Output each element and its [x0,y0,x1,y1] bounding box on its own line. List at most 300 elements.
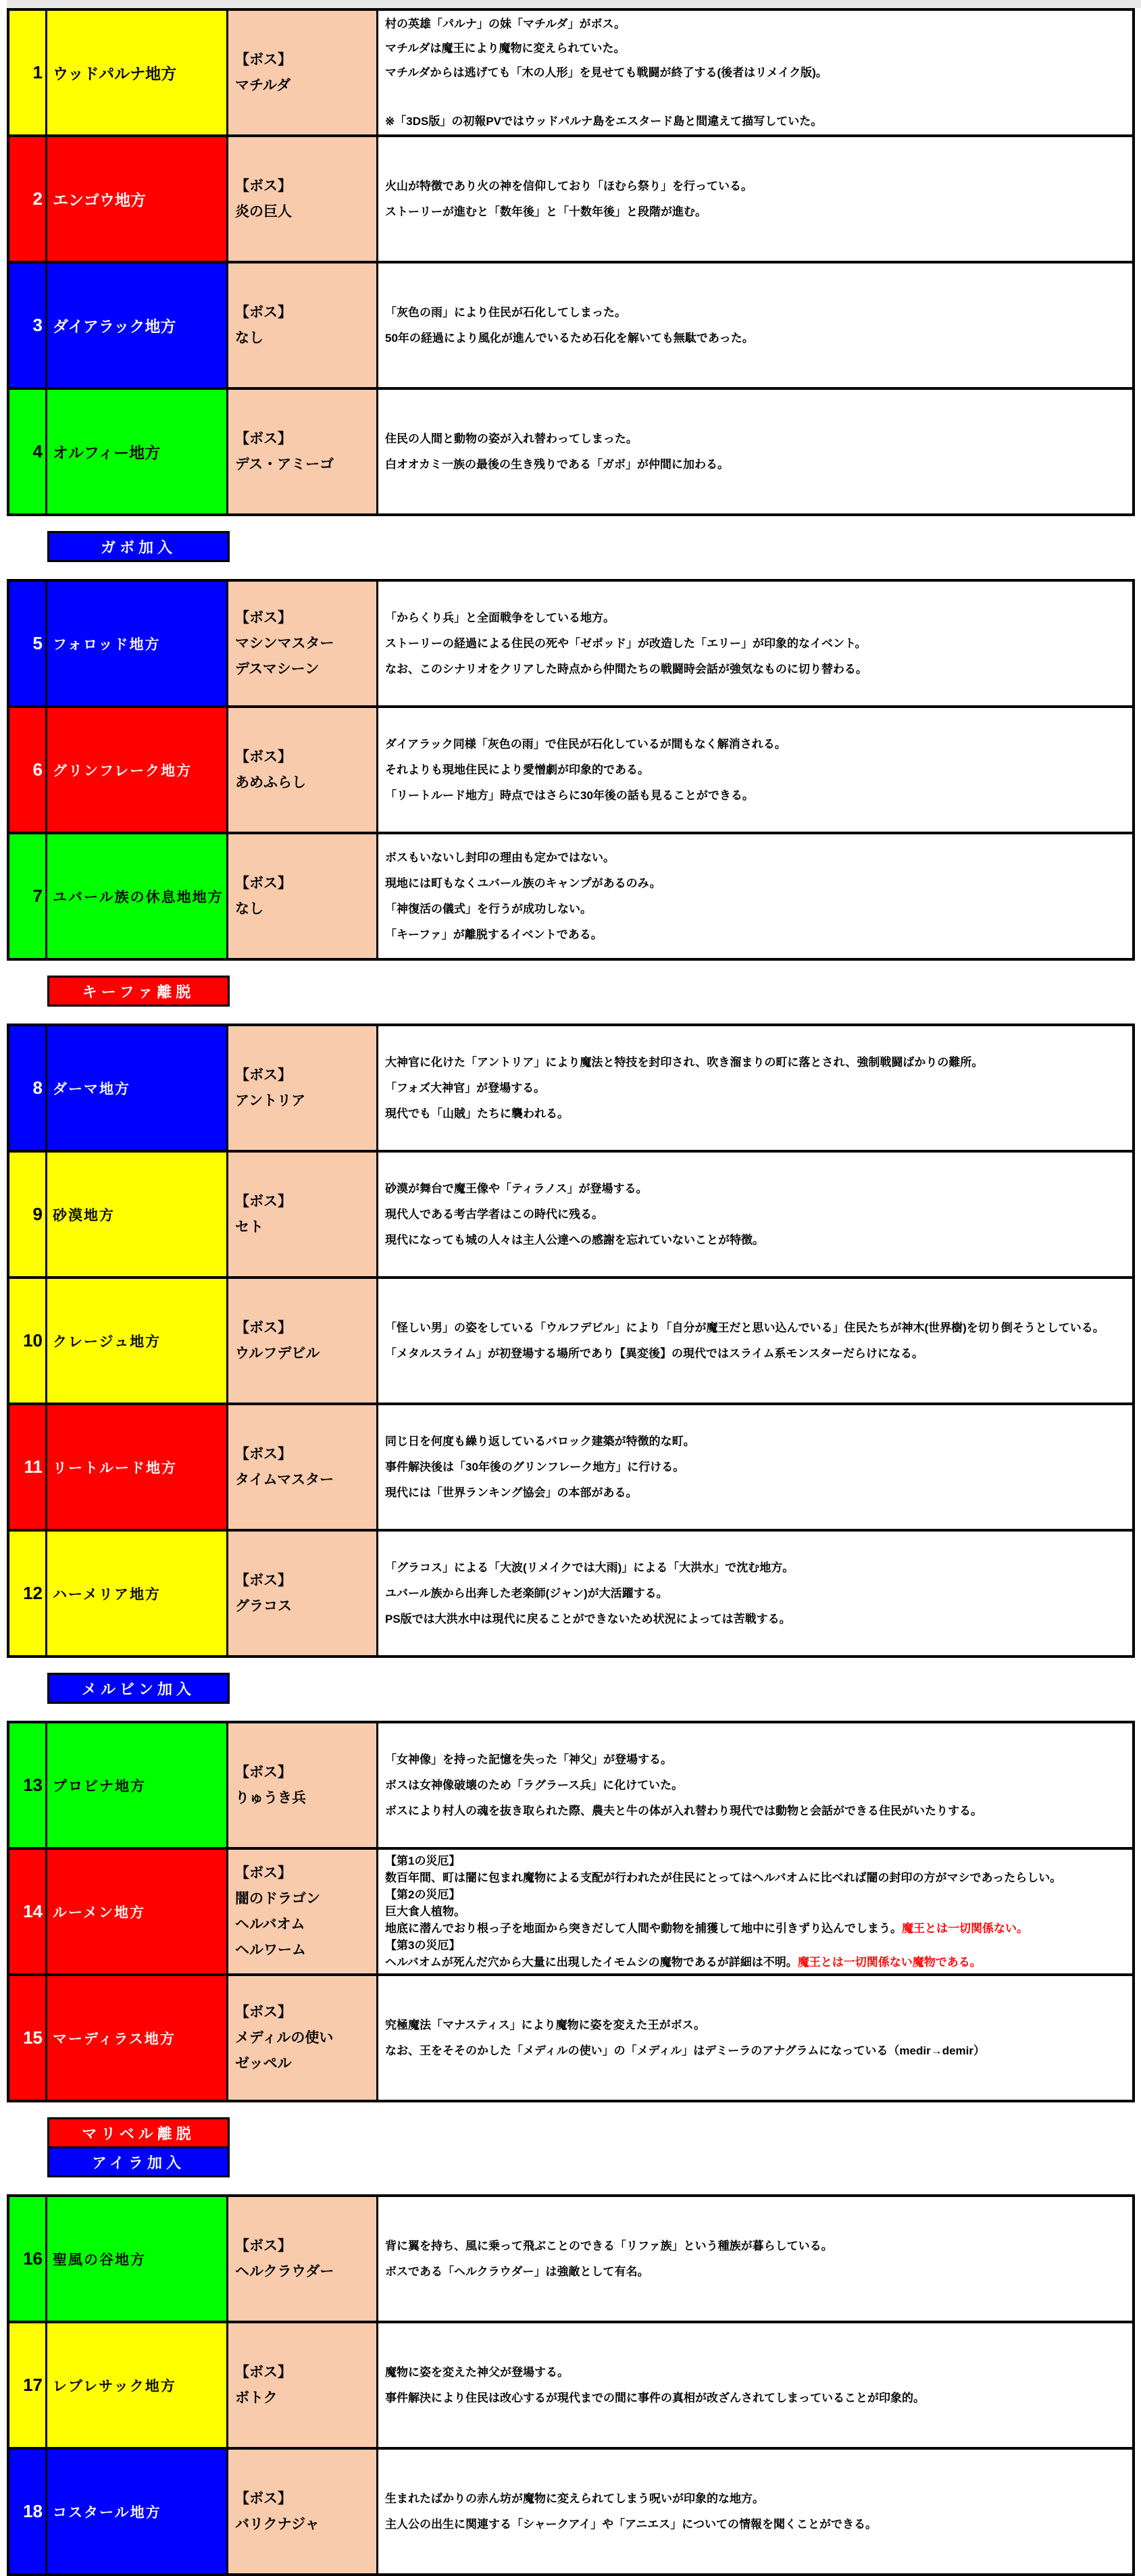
region-name-cell [47,582,228,705]
boss-line: タイムマスター [235,1471,334,1488]
description-segment: 究極魔法「マナスティス」により魔物に姿を変えた王がボス。 [385,2018,706,2031]
region-name: グリンフレーク地方 [53,763,193,779]
event-banner-label: マリベル離脱 [82,2125,195,2142]
description-line [385,732,786,757]
boss-line: マチルダ [235,77,291,93]
description-segment: それよりも現地住民により愛憎劇が印象的である。 [385,763,649,776]
description-line [385,1101,983,1127]
boss-cell [228,708,378,832]
table-row [9,582,1132,705]
description-segment: 「メタルスライム」が初登場する場所であり【異変後】の現代ではスライム系モンスターだらけになる。 [385,1346,923,1360]
row-number: 3 [32,315,43,335]
region-name-cell [47,1723,228,1847]
row-number-cell [9,2450,47,2573]
region-name: コスタール地方 [53,2504,161,2521]
description-line [385,2038,985,2064]
description-line [385,2512,877,2537]
description-segment: 村の英雄「パルナ」の妹「マチルダ」がボス。 [385,17,626,30]
description-line [385,783,786,809]
description-segment: 「からくり兵」と全面戦争をしている地方。 [385,611,615,624]
row-number: 16 [23,2248,43,2269]
table-row [9,1529,1132,1655]
region-name: ウッドパルナ地方 [53,65,177,82]
description-line [385,1903,1061,1920]
description-segment: 「灰色の雨」により住民が石化してしまった。 [385,305,626,319]
boss-line: 【ボス】 [235,304,292,320]
region-table-section [7,2194,1135,2576]
event-banner-label: ガボ加入 [100,538,176,556]
description-line [385,1852,1061,1869]
description-cell [378,137,1132,261]
row-number-cell [9,1279,47,1403]
boss-line: 闇のドラゴン [235,1890,320,1906]
table-row [9,261,1132,387]
boss-info [235,47,292,99]
boss-line: なし [235,901,263,917]
boss-info [235,2000,333,2077]
description-segment: 砂漠が舞台で魔王像や「ティラノス」が登場する。 [385,1182,648,1195]
region-name: ルーメン地方 [53,1904,145,1921]
description-segment: ※「3DS版」の初報PVではウッドパルナ島をエスタード島と間違えて描写していた。 [385,114,823,128]
region-name-cell [47,1532,228,1655]
boss-line: 【ボス】 [235,2238,292,2254]
region-name-cell [47,1405,228,1529]
row-number: 15 [23,2027,43,2048]
boss-line: バリクナジャ [235,2516,320,2532]
event-banner [47,2146,230,2177]
description-segment: 住民の人間と動物の姿が入れ替わってしまった。 [385,432,638,445]
boss-cell [228,390,378,513]
event-banner-label: キーファ離脱 [82,983,195,1001]
description-segment: 現代でも「山賊」たちに襲われる。 [385,1107,569,1120]
region-name-cell [47,1279,228,1403]
boss-line: 【ボス】 [235,609,292,626]
boss-cell [228,2197,378,2321]
row-number: 2 [32,188,43,209]
row-number: 13 [23,1775,43,1795]
description-line [385,605,867,631]
event-banner-group [47,531,230,562]
region-name: レブレサック地方 [53,2378,176,2394]
boss-line: マシンマスター [235,635,334,651]
boss-info [235,2486,320,2537]
description-segment: 魔物に姿を変えた神父が登場する。 [385,2365,569,2379]
description-segment: 【第2の災厄】 [385,1888,461,1901]
boss-line: ウルフデビル [235,1345,320,1361]
description-cell [378,1405,1132,1529]
row-number: 9 [32,1204,43,1224]
region-name: ユバール族の休息地地方 [53,889,224,905]
description-line [385,2259,833,2285]
row-number-cell [9,11,47,134]
region-name: マーディラス地方 [53,2031,176,2047]
table-row [9,1276,1132,1403]
row-number-cell [9,1976,47,2100]
boss-cell [228,1850,378,1973]
description-line [385,12,828,36]
description-text [385,2360,925,2411]
description-segment: 現地には町もなくユバール族のキャンプがあるのみ。 [385,876,661,890]
table-row [9,1723,1132,1847]
description-segment: 【第1の災厄】 [385,1854,461,1867]
boss-cell [228,1153,378,1276]
description-line [385,922,661,948]
row-number: 8 [32,1078,43,1098]
description-line [385,1798,982,1824]
description-line [385,85,828,109]
boss-line: 【ボス】 [235,2490,292,2506]
region-name: ダイアラック地方 [53,318,176,335]
description-cell [378,1153,1132,1276]
region-name: エンゴウ地方 [53,191,146,209]
description-line [385,1480,695,1506]
description-line [385,757,786,783]
boss-cell [228,2450,378,2573]
region-name: ダーマ地方 [53,1081,130,1097]
description-line [385,1555,794,1581]
region-name-cell [47,2323,228,2447]
description-segment: マチルダからは逃げても「木の人形」を見せても戦闘が終了する(後者はリメイク版)。 [385,66,828,79]
row-number: 4 [32,441,43,461]
boss-line: メディルの使い [235,2029,334,2046]
boss-line: 【ボス】 [235,2004,292,2020]
region-name-cell [47,2197,228,2321]
row-number-cell [9,1850,47,1973]
description-line [385,2013,985,2038]
boss-line: 【ボス】 [235,1067,292,1083]
region-table-section [7,579,1135,961]
region-name-cell [47,834,228,958]
description-segment: ストーリーが進むと「数年後」と「十数年後」と段階が進む。 [385,205,707,218]
description-line [385,845,661,871]
boss-info [235,300,292,351]
table-row [9,1026,1132,1150]
description-cell [378,1850,1132,1973]
region-name: 聖風の谷地方 [53,2252,146,2268]
description-cell [378,582,1132,705]
description-cell [378,2197,1132,2321]
description-text [385,732,786,809]
table-row [9,2447,1132,2573]
row-number: 12 [23,1583,43,1603]
description-line [385,174,753,199]
description-segment: ストーリーの経過による住民の死や「ゼポッド」が改造した「エリー」が印象的なイベント。 [385,636,867,650]
region-name-cell [47,263,228,387]
description-line [385,871,661,896]
description-line [385,1920,1061,1937]
boss-line: 【ボス】 [235,1193,292,1209]
description-cell [378,1723,1132,1847]
boss-info [235,2233,334,2285]
description-text [385,2013,985,2064]
row-number: 5 [32,633,43,653]
boss-info [235,605,334,682]
description-line [385,199,753,225]
boss-line: デスマシーン [235,661,320,677]
description-cell [378,708,1132,832]
row-number-cell [9,263,47,387]
boss-line: ゼッペル [235,2055,292,2071]
description-line [385,1176,764,1202]
region-name: フォロッド地方 [53,636,161,653]
boss-cell [228,2323,378,2447]
row-number: 6 [32,759,43,780]
description-line [385,1607,794,1632]
description-line [385,452,729,478]
description-segment: 巨大食人植物。 [385,1905,465,1918]
description-cell [378,1026,1132,1150]
description-text [385,12,828,134]
table-row [9,1150,1132,1276]
description-text [385,300,754,351]
region-name: リートルード地方 [53,1460,177,1476]
region-name-cell [47,1153,228,1276]
description-text [385,2233,833,2285]
event-banner-group [47,2117,230,2177]
boss-line: 【ボス】 [235,2364,292,2380]
boss-line: ボトク [235,2390,278,2406]
boss-line: 炎の巨人 [235,203,292,220]
top-margin-strip [7,0,1141,8]
table-row [9,2197,1132,2321]
event-banner [47,2117,230,2148]
boss-info [235,871,292,922]
region-table-section [7,1024,1135,1658]
description-line [385,1429,695,1455]
description-line [385,1954,1061,1971]
boss-info [235,1442,334,1493]
table-row [9,387,1132,513]
description-line [385,1455,695,1480]
description-text [385,1429,695,1506]
boss-line: 【ボス】 [235,875,292,891]
boss-cell [228,137,378,261]
description-segment: 【第3の災厄】 [385,1939,461,1952]
description-cell [378,263,1132,387]
row-number-cell [9,708,47,832]
description-line [385,2360,925,2385]
region-name-cell [47,1976,228,2100]
boss-line: あめふらし [235,774,306,790]
description-segment: 「リートルード地方」時点ではさらに30年後の話も見ることができる。 [385,788,754,802]
boss-line: アントリア [235,1092,306,1109]
boss-cell [228,1723,378,1847]
table-row [9,1403,1132,1529]
boss-line: 【ボス】 [235,1319,292,1336]
row-number: 11 [24,1457,43,1477]
boss-line: 【ボス】 [235,749,292,765]
row-number: 17 [23,2375,43,2395]
row-number: 10 [23,1330,43,1350]
description-segment: 白オオカミ一族の最後の生き残りである「ガボ」が仲間に加わる。 [385,457,729,471]
region-name-cell [47,137,228,261]
description-line [385,1341,1105,1367]
boss-line: デス・アミーゴ [235,456,334,472]
description-warning-segment: 魔王とは一切関係ない。 [902,1922,1028,1935]
row-number: 14 [23,1901,43,1921]
description-segment: 現代には「世界ランキング協会」の本部がある。 [385,1486,638,1499]
description-cell [378,834,1132,958]
row-number: 18 [23,2501,43,2521]
description-segment: 地底に潜んでおり根っ子を地面から突きだして人間や動物を捕獲して地中に引きずり込んでしまう。 [385,1922,902,1935]
row-number-cell [9,390,47,513]
description-text [385,174,753,225]
description-line [385,2233,833,2259]
description-segment: 数百年間、町は闇に包まれ魔物による支配が行われたが住民にとってはヘルバオムに比べれば闇の封印の方がマシであったらしい。 [385,1871,1062,1884]
description-cell [378,1532,1132,1655]
row-number-cell [9,2197,47,2321]
boss-info [235,1315,320,1367]
boss-line: ヘルクラウダー [235,2263,334,2279]
description-line [385,426,729,452]
boss-line: 【ボス】 [235,1572,292,1588]
description-segment: 生まれたばかりの赤ん坊が魔物に変えられてしまう呪いが印象的な地方。 [385,2492,764,2505]
description-segment: ボスは女神像破壊のため「ラグラース兵」に化けていた。 [385,1778,684,1792]
row-number-cell [9,1153,47,1276]
description-line [385,657,867,682]
table-row [9,1847,1132,1973]
row-number: 1 [32,62,43,82]
description-text [385,1555,794,1632]
description-text [385,1852,1061,1971]
region-name: オルフィー地方 [53,444,161,461]
event-banner [47,976,230,1007]
region-table-section [7,8,1135,516]
description-line [385,2486,877,2512]
description-segment: 主人公の出生に関連する「シャークアイ」や「アニエス」についての情報を聞くことができる。 [385,2517,877,2531]
description-segment: 「フォズ大神官」が登場する。 [385,1081,546,1094]
description-line [385,1315,1105,1341]
description-segment: 50年の経過により風化が進んでいるため石化を解いても無駄であった。 [385,331,754,345]
event-banner [47,531,230,562]
description-cell [378,1976,1132,2100]
description-segment: 現代になっても城の人々は主人公達への感謝を忘れていないことが特徴。 [385,1233,764,1246]
boss-line: 【ボス】 [235,51,292,68]
description-line [385,326,754,351]
boss-line: ヘルワーム [235,1942,306,1958]
description-segment: ダイアラック同様「灰色の雨」で住民が石化しているが間もなく解消される。 [385,737,786,751]
description-segment: なお、王をそそのかした「メディルの使い」の「メディル」はデミーラのアナグラムになっている（medir→demir） [385,2044,986,2057]
description-segment: 背に翼を持ち、風に乗って飛ぶことのできる「リファ族」という種族が暮らしている。 [385,2239,833,2252]
boss-info [235,426,334,478]
region-name-cell [47,11,228,134]
boss-info [235,2360,292,2411]
description-segment: PS版では大洪水中は現代に戻ることができないため状況によっては苦戦する。 [385,1612,791,1625]
boss-line: 【ボス】 [235,430,292,447]
description-line [385,1228,764,1253]
table-row [9,705,1132,832]
description-segment: 事件解決後は「30年後のグリンフレーク地方」に行ける。 [385,1460,685,1473]
table-row [9,2321,1132,2447]
description-line [385,2385,925,2411]
row-number-cell [9,834,47,958]
boss-cell [228,263,378,387]
description-segment: 「怪しい男」の姿をしている「ウルフデビル」により「自分が魔王だと思い込んでいる」住民たちが神木(世界樹)を切り倒そうとしている。 [385,1321,1105,1334]
description-line [385,109,828,134]
description-line [385,1581,794,1607]
table-row [9,1973,1132,2100]
boss-line: なし [235,330,263,346]
description-segment: 火山が特徴であり火の神を信仰しており「ほむら祭り」を行っている。 [385,179,753,193]
boss-info [235,1063,305,1114]
description-segment: なお、このシナリオをクリアした時点から仲間たちの戦闘時会話が強気なものに切り替わる。 [385,662,867,676]
row-number-cell [9,137,47,261]
description-segment: 事件解決により住民は改心するが現代までの間に事件の真相が改ざんされてしまっていることが印象的。 [385,2391,925,2404]
description-line [385,1773,982,1798]
event-banner-group [47,976,230,1007]
description-text [385,1176,764,1253]
table-row [9,11,1132,134]
description-line [385,1886,1061,1903]
boss-cell [228,582,378,705]
region-name: プロビナ地方 [53,1778,146,1794]
region-name-cell [47,1026,228,1150]
event-banner-label: メルビン加入 [81,1680,195,1698]
table-row [9,134,1132,261]
boss-cell [228,834,378,958]
boss-info [235,1568,292,1619]
boss-line: セト [235,1219,263,1235]
region-name: ハーメリア地方 [53,1586,161,1602]
description-line [385,1747,982,1773]
boss-line: 【ボス】 [235,1446,292,1462]
table-blocks [0,8,1141,2576]
boss-cell [228,1279,378,1403]
description-segment: ユバール族から出奔した老楽師(ジャン)が大活躍する。 [385,1586,668,1600]
description-segment: 大神官に化けた「アントリア」により魔法と特技を封印され、吹き溜まりの町に落とされ、強制戦闘ばかりの難所。 [385,1055,984,1069]
description-text [385,426,729,478]
row-number-cell [9,582,47,705]
description-segment: 「女神像」を持った記憶を失った「神父」が登場する。 [385,1752,672,1766]
row-number-cell [9,2323,47,2447]
row-number-cell [9,1405,47,1529]
description-text [385,845,661,948]
region-name-cell [47,390,228,513]
description-cell [378,390,1132,513]
description-text [385,605,867,682]
description-segment: 「神復活の儀式」を行うが成功しない。 [385,902,592,915]
description-line [385,61,828,85]
event-banner-label: アイラ加入 [91,2154,186,2171]
row-number: 7 [32,886,43,906]
description-line [385,1202,764,1228]
description-text [385,1315,1105,1367]
boss-line: 【ボス】 [235,178,292,194]
description-line [385,1869,1061,1886]
boss-info [235,174,292,225]
event-banner [47,1673,230,1704]
description-cell [378,11,1132,134]
description-line [385,300,754,326]
event-banner-group [47,1673,230,1704]
row-number-cell [9,1723,47,1847]
boss-info [235,1189,292,1240]
boss-line: 【ボス】 [235,1865,292,1881]
boss-cell [228,1026,378,1150]
description-line [385,36,828,61]
description-warning-segment: 魔王とは一切関係ない魔物である。 [797,1956,982,1969]
boss-cell [228,1532,378,1655]
boss-info [235,744,306,796]
row-number-cell [9,1532,47,1655]
description-text [385,2486,877,2537]
boss-cell [228,1405,378,1529]
boss-info [235,1861,320,1963]
description-segment: 「キーファ」が離脱するイベントである。 [385,928,603,941]
region-name-cell [47,708,228,832]
description-segment: ボスもいないし封印の理由も定かではない。 [385,851,615,864]
boss-cell [228,11,378,134]
